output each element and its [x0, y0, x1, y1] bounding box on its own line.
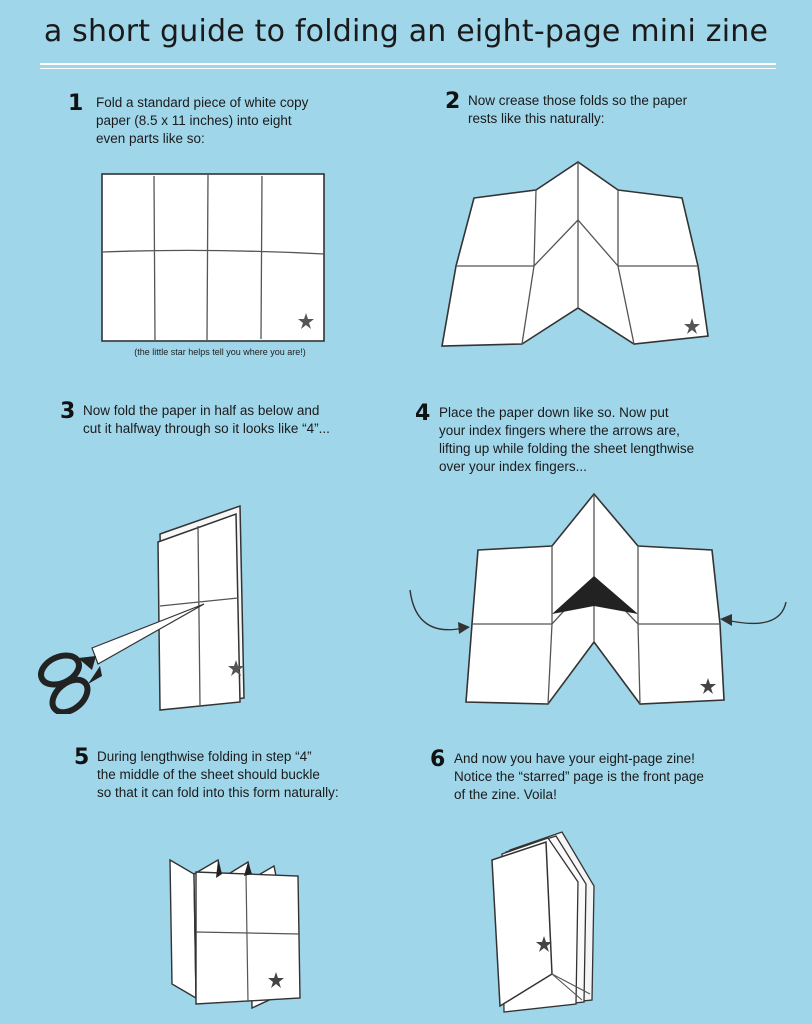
step-line: so that it can fold into this form naturally:: [97, 785, 339, 800]
step-line: rests like this naturally:: [468, 111, 605, 126]
figure-caption: (the little star helps tell you where you are!): [134, 347, 306, 357]
step-line: Place the paper down like so. Now put: [439, 405, 669, 420]
figure-buckled-sheet: [166, 848, 304, 1014]
title-divider-thin: [40, 68, 776, 69]
figure-placed-sheet: [402, 492, 802, 714]
step-line: Now fold the paper in half as below and: [83, 403, 320, 418]
step-text: [468, 92, 687, 128]
figure-cut-sheet: [30, 498, 270, 714]
curved-arrow-icon: [410, 590, 470, 634]
step-text: [454, 750, 704, 804]
step-line: Now crease those folds so the paper: [468, 93, 688, 108]
step-line: cut it halfway through so it looks like “4”...: [83, 421, 330, 436]
step-line: the middle of the sheet should buckle: [97, 767, 320, 782]
step-line: over your index fingers...: [439, 459, 587, 474]
figure-flat-sheet: [98, 168, 330, 348]
step-line: your index fingers where the arrows are,: [439, 423, 680, 438]
figure-finished-zine: [486, 824, 606, 1016]
step-line: During lengthwise folding in step “4”: [97, 749, 312, 764]
step-line: paper (8.5 x 11 inches) into eight: [96, 113, 292, 128]
step-1: [68, 91, 309, 148]
step-3: [60, 399, 330, 438]
step-line: of the zine. Voila!: [454, 787, 557, 802]
step-text: [96, 94, 308, 148]
step-4: [415, 401, 695, 476]
figure-creased-sheet: [436, 158, 720, 352]
step-2: [445, 89, 688, 128]
step-number: 5: [74, 745, 90, 770]
curved-arrow-icon: [720, 602, 786, 626]
step-text: [439, 404, 694, 476]
step-line: lifting up while folding the sheet lengthwise: [439, 441, 695, 456]
step-number: 1: [68, 91, 84, 116]
step-line: And now you have your eight-page zine!: [454, 751, 695, 766]
step-text: [97, 748, 339, 802]
step-number: 4: [415, 401, 431, 426]
step-number: 3: [60, 399, 76, 424]
step-5: [74, 745, 339, 802]
step-line: Notice the “starred” page is the front page: [454, 769, 704, 784]
step-number: 2: [445, 89, 461, 114]
step-line: even parts like so:: [96, 131, 205, 146]
step-6: [430, 747, 704, 804]
title-divider: [40, 63, 776, 65]
step-number: 6: [430, 747, 446, 772]
step-line: Fold a standard piece of white copy: [96, 95, 309, 110]
page-title: a short guide to folding an eight-page mini zine: [43, 14, 769, 49]
step-text: [83, 402, 330, 438]
